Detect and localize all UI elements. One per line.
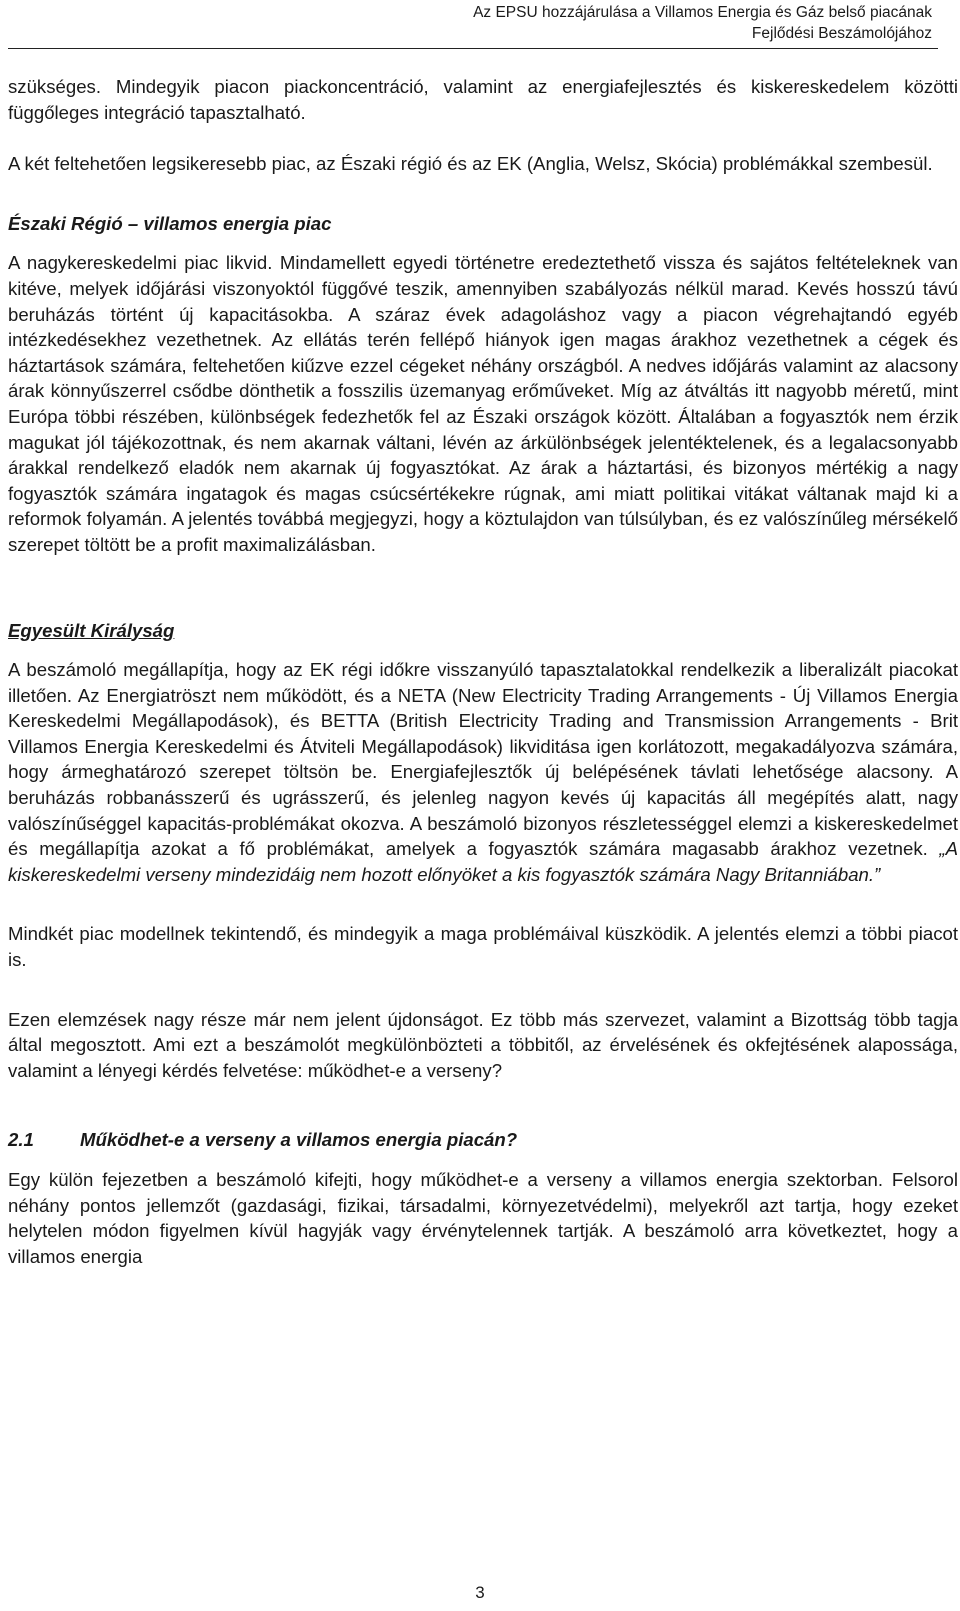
paragraph-two-markets: A két feltehetően legsikeresebb piac, az Északi régió és az EK (Anglia, Welsz, Skócia) problémákkal szembesül. [8,153,933,175]
page-number: 3 [475,1583,485,1602]
paragraph-continuation: szükséges. Mindegyik piacon piackoncentráció, valamint az energiafejlesztés és kiskereskedelem közötti függőleges integráció tapasztalható. [8,76,958,123]
running-header [473,0,932,44]
header-divider [8,48,938,49]
header-line-2: Fejlődési Beszámolójához [751,25,932,42]
header-line-1: Az EPSU hozzájárulása a Villamos Energia és Gáz belső piacának [473,4,932,21]
uk-heading: Egyesült Királyság [8,619,175,641]
paragraph-analyses: Ezen elemzések nagy része már nem jelent újdonságot. Ez több más szervezet, valamint a Bizottság több tagja által megosztott. Ami ezt a beszámolót megkülönbözteti a többitől, az érvelésének és okfejtésének alapossága, valamint a lényegi kérdés felvetése: működhet-e a verseny? [8,1008,958,1081]
uk-quote: „A kiskereskedelmi verseny mindezidáig nem hozott előnyöket a kis fogyasztók számára Nagy Britanniában.” [8,838,958,885]
uk-text: A beszámoló megállapítja, hogy az EK régi időkre visszanyúló tapasztalatokkal rendelkezik a liberalizált piacokat illetően. Az Energiatröszt nem működött, és a NETA (New Electricity Trading Arrangements - Új Villamos Energia Kereskedelmi Megállapodások), és BETTA (British Electricity Trading and Transmission Arrangements - Brit Villamos Energia Kereskedelmi és Átviteli Megállapodások) likviditása igen korlátozott, megakadályozva számára, hogy ármeghatározó szerepet töltsön be. Energiafejlesztők új belépésének távlati lehetősége alacsony. A beruházás robbanásszerű és ugrásszerű, és jelenleg nagyon kevés új kapacitás áll megépítés alatt, nagy valószínűséggel kapacitás-problémákat okozva. A beszámoló bizonyos részletességgel elemzi a kiskereskedelmet és megállapítja azokat a fő problémákat, amelyek a fogyasztók számára magasabb árakhoz vezetnek. [8,659,958,860]
paragraph-north-market: A nagykereskedelmi piac likvid. Mindamellett egyedi történetre eredeztethető vissza és sajátos feltételeknek van kitéve, melyek időjárási viszonyoktól függővé teszik, amennyiben szabályozás nélkül marad. Kevés hosszú távú beruházás történt új kapacitásokba. A száraz évek adagoláshoz vagy a piacon végrehajtandó egyéb intézkedésekhez vezethetnek. Az ellátás terén fellépő hiányok igen magas árakhoz vezethetnek a cégek és háztartások számára, feltehetően kiűzve ezzel cégeket néhány országból. A nedves időjárás valamint az alacsony árak könnyűszerrel csődbe dönthetik a fosszilis üzemanyag erőműveket. Míg az átváltás itt nagyobb méretű, mint Európa többi részében, különbségek fedezhetők fel az Északi országok között. Általában a fogyasztók nem érzik magukat jól tájékozottnak, és nem akarnak váltani, lévén az árkülönbségek jelentéktelenek, és a legalacsonyabb árakkal rendelkező eladók nem akarnak új fogyasztókat. Az árak a háztartási, és bizonyos mértékig a nagy fogyasztók számára ingatagok és magas csúcsértékekre rúgnak, ami miatt politikai vitákat váltanak majd ki a reformok folyamán. A jelentés továbbá megjegyzi, hogy a köztulajdon van túlsúlyban, és ez valószínűleg mérsékelő szerepet töltött be a profit maximalizálásban. [8,252,958,555]
paragraph-competition: Egy külön fejezetben a beszámoló kifejti, hogy működhet-e a verseny a villamos energia szektorban. Felsorol néhány pontos jellemzőt (gazdasági, fizikai, társadalmi, környezetvédelmi), melyekről azt tartja, hogy ezeket helytelen módon figyelmen kívül hagyják vagy érvénytelennek tartják. A beszámoló arra következtet, hogy a villamos energia [8,1169,958,1267]
paragraph-uk-market [8,657,958,887]
north-region-heading: Északi Régió – villamos energia piac [8,212,332,234]
paragraph-both-markets: Mindkét piac modellnek tekintendő, és mindegyik a maga problémáival küszködik. A jelentés elemzi a többi piacot is. [8,923,958,971]
section-number: 2.1 [8,1129,34,1151]
document-body [8,74,958,1269]
section-title: Működhet-e a verseny a villamos energia piacán? [80,1129,518,1151]
section-heading [8,1127,958,1153]
